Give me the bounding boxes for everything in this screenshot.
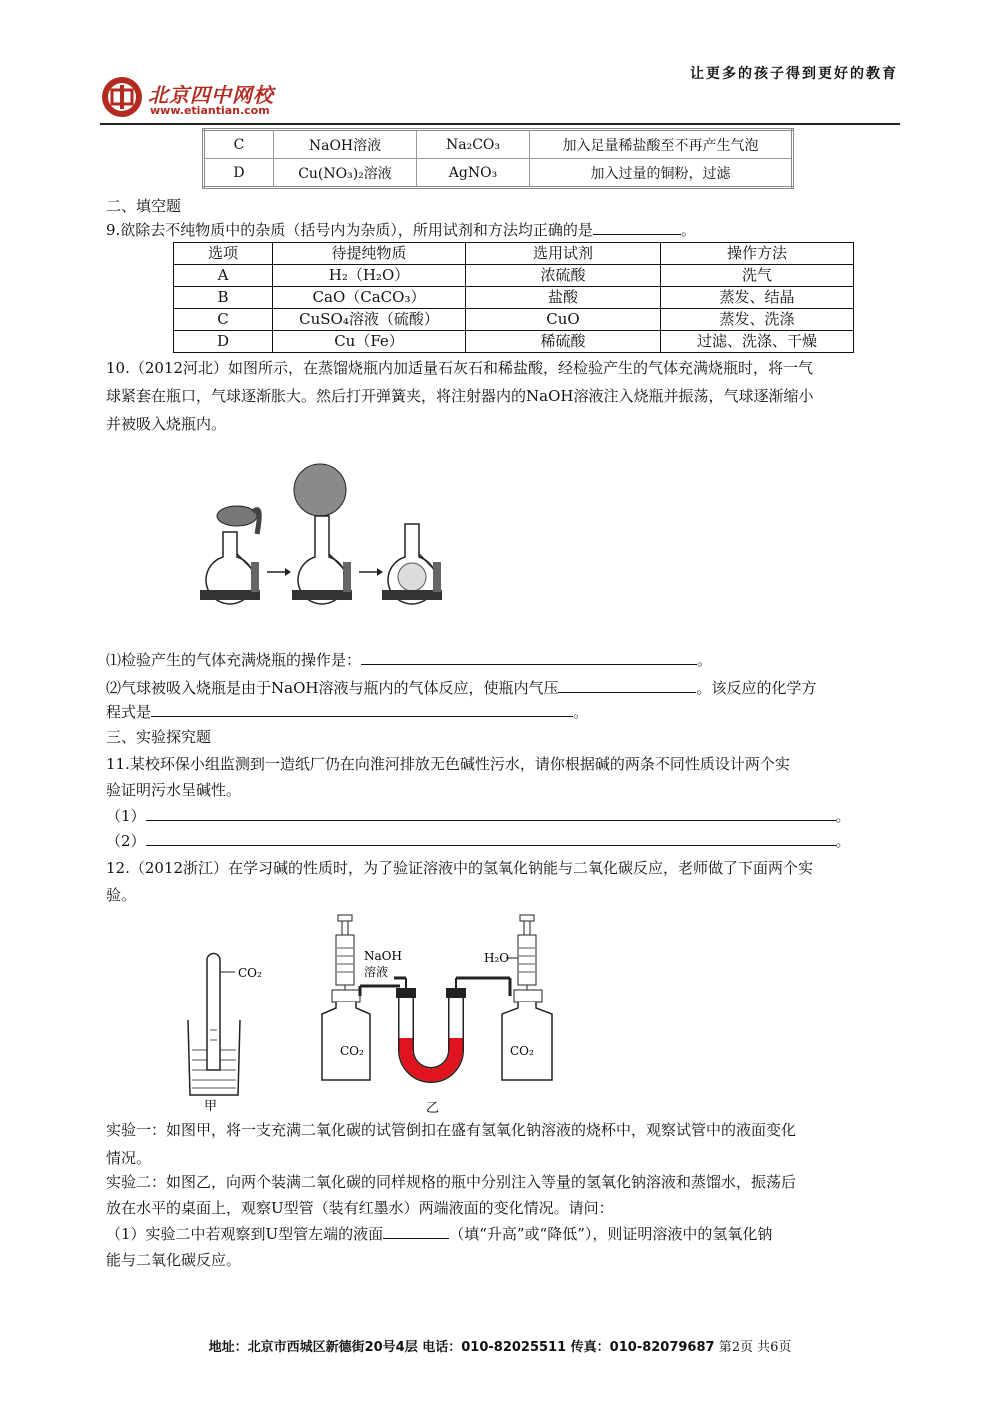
header-rule [100, 123, 900, 125]
table-row [174, 265, 854, 287]
q12-sub1-text-b: （填“升高”或“降低”），则证明溶液中的氢氧化钠 [449, 1225, 773, 1243]
table-row [204, 159, 793, 188]
co2-tube-label: CO₂ [238, 966, 262, 980]
q10-line1: 10.（2012河北）如图所示，在蒸馏烧瓶内加适量石灰石和稀盐酸，经检验产生的气体充满烧瓶时，将一气 [106, 359, 814, 377]
co2-right-label: CO₂ [510, 1044, 534, 1058]
table-header-row [174, 243, 854, 265]
q10-sub2 [106, 676, 816, 700]
q10-flask-figure [195, 462, 475, 612]
cell: Cu(NO₃)₂溶液 [274, 159, 417, 188]
q12-line2: 验。 [106, 886, 137, 904]
figure-label-jia: 甲 [204, 1099, 218, 1114]
cell: CuO [466, 309, 661, 331]
q9-end: 。 [680, 221, 696, 239]
exp2-line1: 实验二：如图乙，向两个装满二氧化碳的同样规格的瓶中分别注入等量的氢氧化钠溶液和蒸馏水，振荡后 [106, 1173, 797, 1191]
footer-page-number: 第2页 共6页 [718, 1340, 792, 1355]
cell: C [174, 309, 273, 331]
cell: NaOH溶液 [274, 130, 417, 159]
q11-item1-blank[interactable] [146, 806, 836, 821]
q9-text [106, 218, 696, 242]
cell: A [174, 265, 273, 287]
q12-sub1-text: （1）实验二中若观察到U型管左端的液面 [106, 1225, 384, 1243]
q11-item1-end: 。 [835, 807, 851, 825]
cell: AgNO₃ [417, 159, 530, 188]
cell: 过滤、洗涤、干燥 [661, 331, 854, 353]
cell: CuSO₄溶液（硫酸） [273, 309, 466, 331]
q10-sub2-end: 。 [573, 703, 589, 721]
q11-item2-end: 。 [835, 832, 851, 850]
cell: Cu（Fe） [273, 331, 466, 353]
naoh-label: NaOH [364, 949, 402, 963]
cell: CaO（CaCO₃） [273, 287, 466, 309]
q10-line3: 并被吸入烧瓶内。 [106, 415, 227, 433]
solution-label: 溶液 [364, 965, 389, 979]
flask-2 [292, 464, 352, 604]
exp1-line2: 情况。 [106, 1149, 152, 1167]
q11-item1-label: （1） [106, 807, 146, 825]
header [100, 60, 900, 125]
logo-url: www.etiantian.com [150, 104, 270, 117]
cell: 加入足量稀盐酸至不再产生气泡 [530, 130, 793, 159]
cell: C [204, 130, 274, 159]
q12-sub1-blank[interactable] [383, 1224, 449, 1239]
cell: D [174, 331, 273, 353]
col-header: 选用试剂 [466, 243, 661, 265]
q10-sub2-text: ⑵气球被吸入烧瓶是由于NaOH溶液与瓶内的气体反应，使瓶内气压 [106, 679, 559, 697]
q11-item2-label: （2） [106, 832, 146, 850]
beaker-apparatus [188, 954, 240, 1096]
logo-name: 北京四中网校 [148, 83, 274, 107]
cell: H₂（H₂O） [273, 265, 466, 287]
q10-sub2-mid: 。该反应的化学方 [696, 679, 817, 697]
logo-emblem-icon [100, 75, 144, 119]
cell: 蒸发、结晶 [661, 287, 854, 309]
q10-sub1-blank[interactable] [361, 650, 697, 665]
co2-left-label: CO₂ [340, 1044, 364, 1058]
q12-sub1 [106, 1222, 772, 1246]
exp1-line1: 实验一：如图甲，将一支充满二氧化碳的试管倒扣在盛有氢氧化钠溶液的烧杯中，观察试管中的液面变化 [106, 1121, 797, 1139]
q10-equation-blank[interactable] [151, 702, 573, 717]
q10-sub2-blank[interactable] [558, 678, 696, 693]
q10-sub1-text: ⑴检验产生的气体充满烧瓶的操作是： [106, 651, 362, 669]
q12-line1: 12.（2012浙江）在学习碱的性质时，为了验证溶液中的氢氧化钠能与二氧化碳反应，老师做了下面两个实 [106, 859, 814, 877]
slogan: 让更多的孩子得到更好的教育 [690, 66, 898, 82]
q10-sub2-line2 [106, 700, 588, 724]
q11-item2 [106, 829, 851, 853]
figure-label-yi: 乙 [426, 1101, 440, 1115]
q10-line2: 球紧套在瓶口，气球逐渐胀大。然后打开弹簧夹，将注射器内的NaOH溶液注入烧瓶并振荡，气球逐渐缩小 [106, 387, 814, 405]
section2-title: 二、填空题 [106, 197, 182, 215]
q11-line1: 11.某校环保小组监测到一造纸厂仍在向淮河排放无色碱性污水，请你根据碱的两条不同性质设计两个实 [106, 755, 790, 773]
cell: 盐酸 [466, 287, 661, 309]
cell: D [204, 159, 274, 188]
cell: 洗气 [661, 265, 854, 287]
q9-answer-blank[interactable] [593, 220, 681, 235]
footer [0, 1336, 1000, 1355]
table-row [204, 130, 793, 159]
col-header: 选项 [174, 243, 273, 265]
col-header: 操作方法 [661, 243, 854, 265]
cell: Na₂CO₃ [417, 130, 530, 159]
cell: 浓硫酸 [466, 265, 661, 287]
flask-3 [382, 524, 442, 604]
table-row [174, 309, 854, 331]
cell: 稀硫酸 [466, 331, 661, 353]
q9-table [173, 242, 854, 353]
q10-sub1 [106, 648, 712, 672]
exp2-line2: 放在水平的桌面上，观察U型管（装有红墨水）两端液面的变化情况。请问： [106, 1199, 614, 1217]
footer-address: 地址：北京市西城区新德街20号4层 电话：010-82025511 传真：010-82079687 [208, 1340, 715, 1355]
q10-sub2-line2-text: 程式是 [106, 703, 152, 721]
col-header: 待提纯物质 [273, 243, 466, 265]
q10-sub1-end: 。 [697, 651, 713, 669]
table-row [174, 287, 854, 309]
table-row [174, 331, 854, 353]
h2o-label: H₂O [484, 951, 510, 965]
top-table [202, 128, 794, 189]
q9-stem: 9.欲除去不纯物质中的杂质（括号内为杂质），所用试剂和方法均正确的是 [106, 221, 593, 239]
flask-1 [200, 506, 260, 604]
q11-item1 [106, 804, 851, 828]
u-tube [394, 978, 510, 1075]
cell: 加入过量的铜粉，过滤 [530, 159, 793, 188]
cell: B [174, 287, 273, 309]
q12-sub1-line2: 能与二氧化碳反应。 [106, 1251, 242, 1269]
q12-figure [180, 910, 560, 1115]
cell: 蒸发、洗涤 [661, 309, 854, 331]
section3-title: 三、实验探究题 [106, 728, 212, 746]
q11-item2-blank[interactable] [146, 831, 836, 846]
q11-line2: 验证明污水呈碱性。 [106, 781, 242, 799]
